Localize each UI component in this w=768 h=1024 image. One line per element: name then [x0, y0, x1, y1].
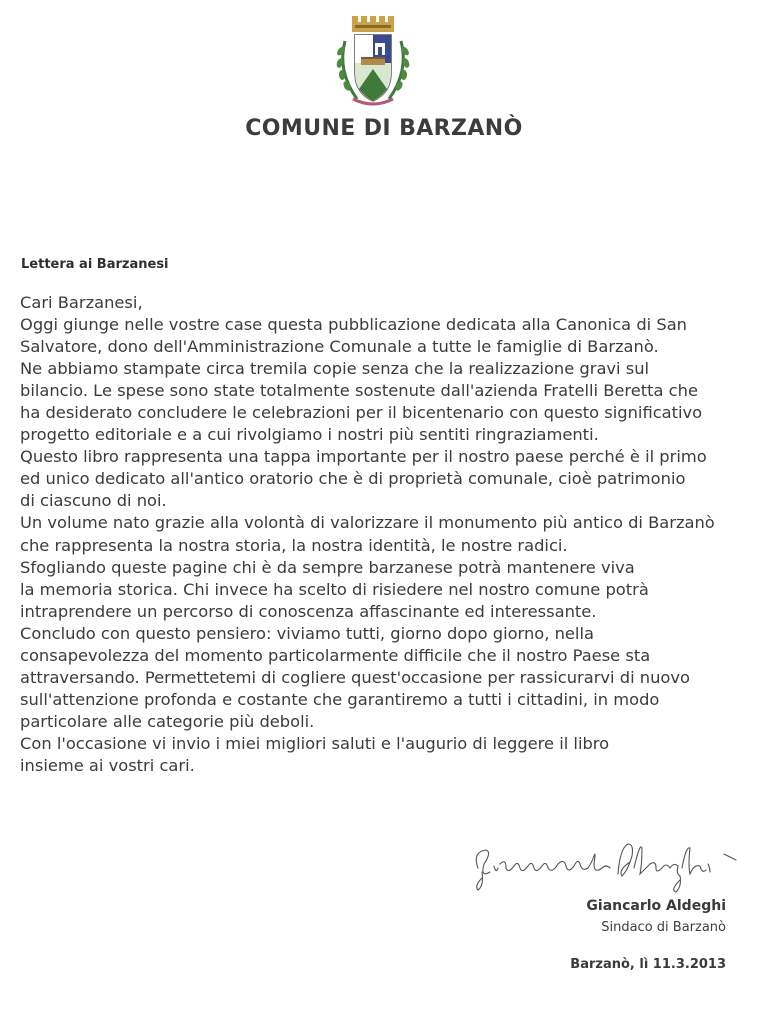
body-line: Sfogliando queste pagine chi è da sempre barzanese potrà mantenere viva — [20, 557, 635, 577]
letter-body — [20, 292, 760, 777]
body-line: attraversando. Permettetemi di cogliere quest'occasione per rassicurarvi di nuovo — [20, 667, 690, 687]
letter-subject: Lettera ai Barzanesi — [21, 257, 169, 272]
body-line: intraprendere un percorso di conoscenza affascinante ed interessante. — [20, 601, 597, 621]
body-line: ha desiderato concludere le celebrazioni per il bicentenario con questo significativo — [20, 403, 703, 423]
body-line: consapevolezza del momento particolarmente difficile che il nostro Paese sta — [20, 645, 651, 665]
body-line: ed unico dedicato all'antico oratorio che è di proprietà comunale, cioè patrimonio — [20, 469, 686, 489]
body-line: Cari Barzanesi, — [20, 293, 143, 312]
body-line: Un volume nato grazie alla volontà di valorizzare il monumento più antico di Barzanò — [20, 513, 715, 533]
body-line: che rappresenta la nostra storia, la nostra identità, le nostre radici. — [20, 535, 568, 555]
body-line: Salvatore, dono dell'Amministrazione Comunale a tutte le famiglie di Barzanò. — [20, 337, 659, 357]
signer-name: Giancarlo Aldeghi — [586, 898, 726, 914]
body-line: Ne abbiamo stampate circa tremila copie senza che la realizzazione gravi sul — [20, 359, 650, 379]
body-line: progetto editoriale e a cui rivolgiamo i nostri più sentiti ringraziamenti. — [20, 425, 599, 445]
body-line: di ciascuno di noi. — [20, 491, 167, 511]
body-line: la memoria storica. Chi invece ha scelto di risiedere nel nostro comune potrà — [20, 579, 649, 599]
signer-role: Sindaco di Barzanò — [601, 920, 726, 935]
coat-of-arms-icon — [331, 13, 415, 111]
body-line: Oggi giunge nelle vostre case questa pubblicazione dedicata alla Canonica di San — [20, 315, 687, 335]
handwritten-signature — [470, 834, 740, 896]
body-line: sull'attenzione profonda e costante che garantiremo a tutti i cittadini, in modo — [20, 689, 660, 709]
body-line: insieme ai vostri cari. — [20, 755, 195, 775]
place-date: Barzanò, lì 11.3.2013 — [570, 957, 726, 972]
body-line: Concludo con questo pensiero: viviamo tutti, giorno dopo giorno, nella — [20, 623, 594, 643]
body-line: bilancio. Le spese sono state totalmente sostenute dall'azienda Fratelli Beretta che — [20, 381, 698, 401]
body-line: particolare alle categorie più deboli. — [20, 711, 315, 731]
town-title: COMUNE DI BARZANÒ — [245, 116, 523, 141]
body-line: Con l'occasione vi invio i miei migliori saluti e l'augurio di leggere il libro — [20, 733, 610, 753]
body-line: Questo libro rappresenta una tappa importante per il nostro paese perché è il primo — [20, 447, 707, 467]
